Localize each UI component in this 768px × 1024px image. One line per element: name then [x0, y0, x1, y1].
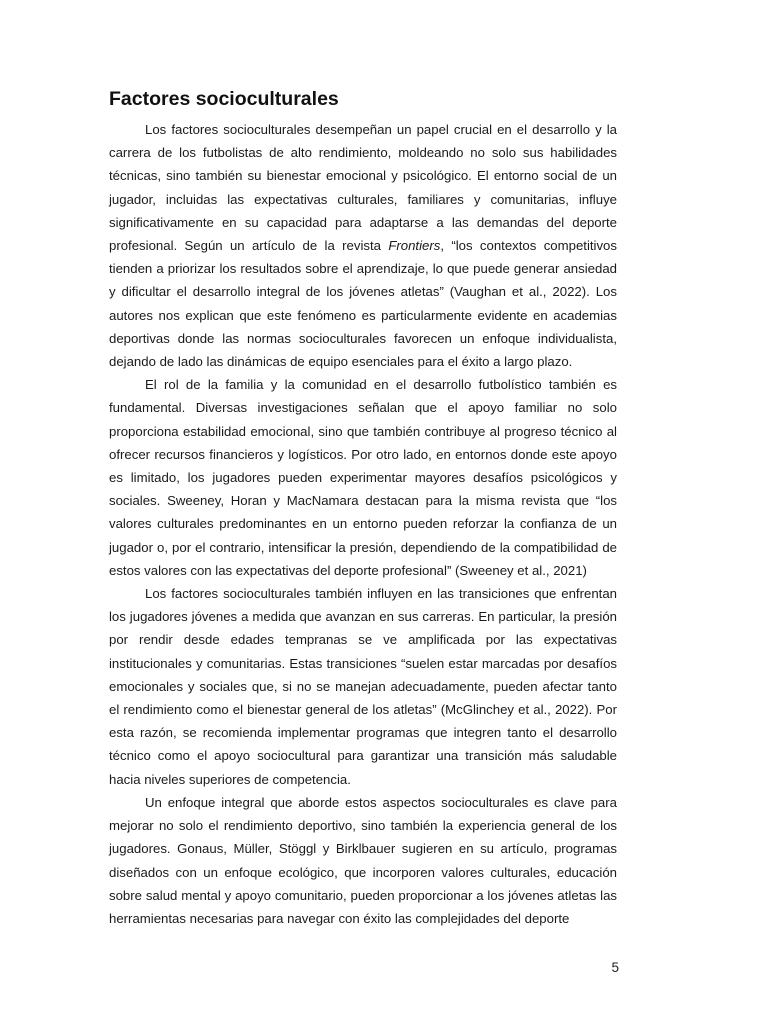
paragraph-4: Un enfoque integral que aborde estos aspectos socioculturales es clave para mejorar no solo el rendimiento deportivo, sino también la experiencia general de los jugadores. Gonaus, Müller, Stöggl y Birklbauer sugieren en su artículo, programas diseñados con un enfoque ecológico, que incorporen valores culturales, educación sobre salud mental y apoyo comunitario, pueden proporcionar a los jóvenes atletas las herramientas necesarias para navegar con éxito las complejidades del deporte: [109, 794, 617, 926]
paragraph-1-text-before: Los factores socioculturales desempeñan un papel crucial en el desarrollo y la carrera de los futbolistas de alto rendimiento, moldeando no solo sus habilidades técnicas, sino también su bienestar emocional y psicológico. El entorno social de un jugador, incluidas las expectativas culturales, familiares y comunitarias, influye significativamente en su capacidad para adaptarse a las demandas del deporte profesional. Según un artículo de la revista: [109, 122, 617, 254]
paragraph-2: El rol de la familia y la comunidad en el desarrollo futbolístico también es fundamental. Diversas investigaciones señalan que el apoyo familiar no solo proporciona estabilidad emocional, sino que también contribuye al progreso técnico al ofrecer recursos financieros y logísticos. Por otro lado, en entornos donde este apoyo es limitado, los jugadores pueden experimentar mayores desafíos psicológicos y sociales. Sweeney, Horan y MacNamara destacan para la misma revista que “los valores culturales predominantes en un entorno pueden reforzar la confianza de un jugador o, por el contrario, intensificar la presión, dependiendo de la compatibilidad de estos valores con las expectativas del deporte profesional” (Sweeney et al., 2021): [109, 377, 617, 578]
paragraph-1-text-after: , “los contextos competitivos tienden a priorizar los resultados sobre el aprendizaje, lo que puede generar ansiedad y dificultar el desarrollo integral de los jóvenes atletas” (Vaughan et al., 2022). Los autores nos explican que este fenómeno es particularmente evidente en academias deportivas donde las normas socioculturales favorecen un enfoque individualista, dejando de lado las dinámicas de equipo esenciales para el éxito a largo plazo.: [109, 238, 617, 370]
paragraph-3: Los factores socioculturales también influyen en las transiciones que enfrentan los jugadores jóvenes a medida que avanzan en sus carreras. En particular, la presión por rendir desde edades tempranas se ve amplificada por las expectativas institucionales y comunitarias. Estas transiciones “suelen estar marcadas por desafíos emocionales y sociales que, si no se manejan adecuadamente, pueden afectar tanto el rendimiento como el bienestar general de los atletas” (McGlinchey et al., 2022). Por esta razón, se recomienda implementar programas que integren tanto el desarrollo técnico como el apoyo sociocultural para garantizar una transición más saludable hacia niveles superiores de competencia.: [109, 586, 617, 787]
paragraph-1: [109, 118, 617, 373]
page-number: 5: [611, 960, 619, 975]
page-content: [109, 86, 617, 930]
section-title: Factores socioculturales: [109, 88, 339, 110]
journal-name-italic: Frontiers: [388, 238, 441, 254]
